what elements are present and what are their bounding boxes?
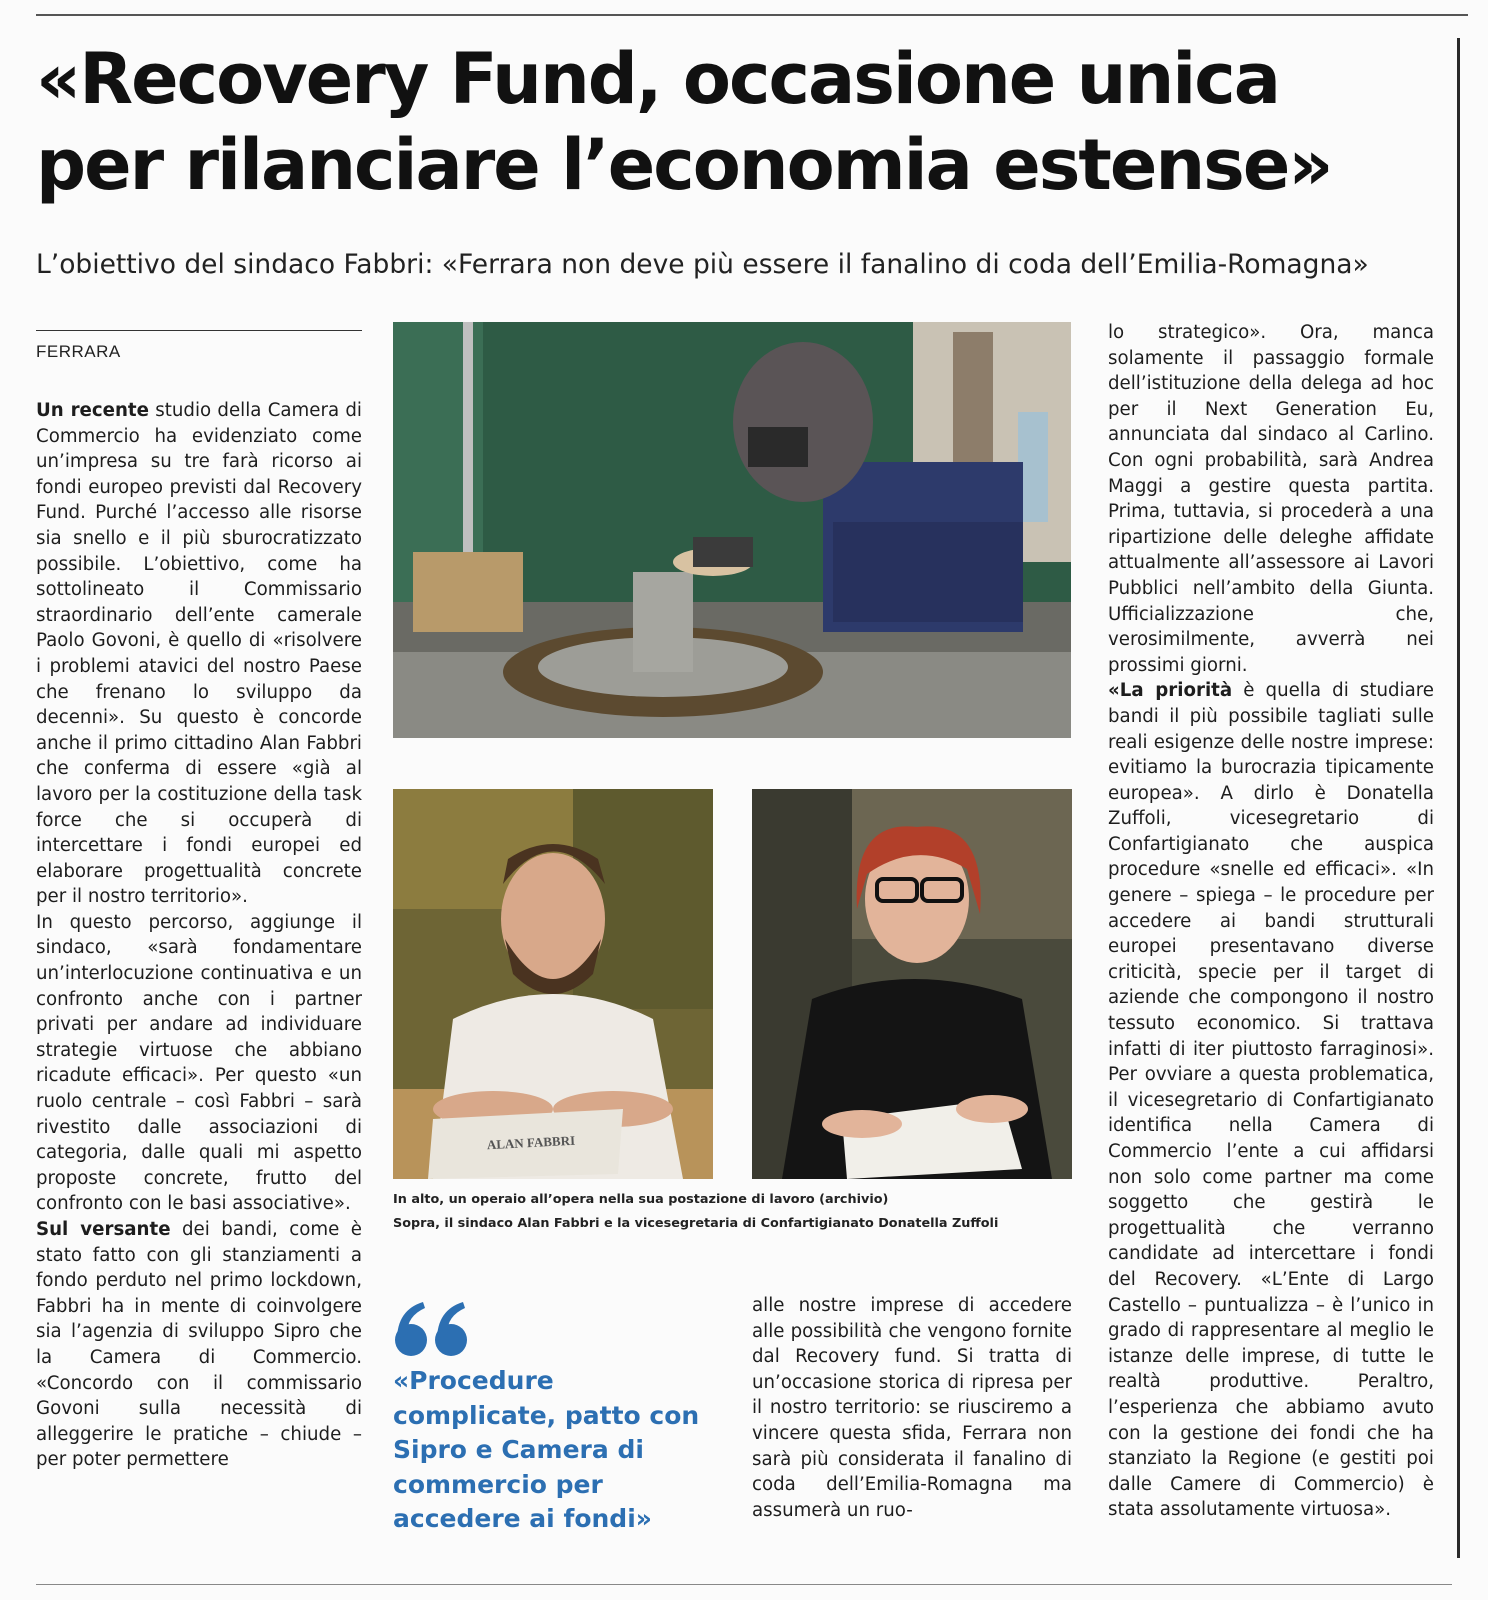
quote-mark-icon [393, 1300, 473, 1360]
paragraph-text: studio della Camera di Commercio ha evidenziato come un’impresa su tre farà ricorso ai fondi europeo previsti dal Recovery Fund. Purché l’accesso alle risorse sia snello e il più sburocratizzato possibile. L’obiettivo, come ha sottolineato il Commissario straordinario dell’ente camerale Paolo Govoni, è quello di «risolvere i problemi atavici del nostro Paese che frenano lo sviluppo da decenni». Su questo è concorde anche il primo cittadino Alan Fabbri che conferma di essere «già al lavoro per la costituzione della task force che si occuperà di intercettare i fondi europei ed elaborare progettualità concrete per il nostro territorio». [36, 400, 362, 908]
caption-line-1: In alto, un operaio all’opera nella sua postazione di lavoro (archivio) [393, 1192, 889, 1207]
paragraph: In questo percorso, aggiunge il sindaco, «sarà fondamentare un’interlocuzione continuativa e un confronto anche con i partner privati per andare ad individuare strategie virtuose che abbiano ricadute efficaci». Per questo «un ruolo centrale – così Fabbri – sarà rivestito dalle associazioni di categoria, dalle quali mi aspetto proposte concrete, frutto del confronto con le basi associative». [36, 911, 362, 1215]
article-column-1 [36, 398, 362, 1473]
dateline: FERRARA [36, 342, 121, 361]
headline [36, 36, 1446, 208]
paragraph [36, 398, 362, 910]
headline-line-2: per rilanciare l’economia estense» [36, 124, 1332, 206]
top-rule [36, 14, 1468, 16]
caption-line-2: Sopra, il sindaco Alan Fabbri e la vicesegretaria di Confartigianato Donatella Zuffoli [393, 1216, 999, 1231]
paragraph: alle nostre imprese di accedere alle possibilità che vengono fornite dal Recovery fund. Si tratta di un’occasione storica di ripresa per il nostro territorio: se riusciremo a vincere questa sfida, Ferrara non sarà più considerata il fanalino di coda dell’Emilia-Romagna ma assumerà un ruo- [752, 1295, 1072, 1521]
paragraph: lo strategico». Ora, manca solamente il passaggio formale dell’istituzione della delega ad hoc per il Next Generation Eu, annunciata dal sindaco al Carlino. Con ogni probabilità, sarà Andrea Maggi a gestire questa partita. Prima, tuttavia, si procederà a una ripartizione delle deleghe affidate attualmente all’assessore ai Lavori Pubblici nell’ambito della Giunta. Ufficializzazione che, verosimilmente, avverrà nei prossimi giorni. [1108, 322, 1434, 676]
photo-donatella-zuffoli [752, 789, 1072, 1179]
article-column-3 [1108, 320, 1434, 1523]
photo-welder [393, 322, 1071, 738]
paragraph [1108, 678, 1434, 1523]
bottom-rule [36, 1584, 1452, 1585]
paragraph-text: è quella di studiare bandi il più possibile tagliati sulle reali esigenze delle nostre imprese: evitiamo la burocrazia tipicamente europea». A dirlo è Donatella Zuffoli, vicesegretario di Confartigianato che auspica procedure «snelle ed efficaci». «In genere – spiega – le procedure per accedere ai bandi strutturali europei presentavano diverse criticità, specie per il target di aziende che compongono il nostro tessuto economico. Si trattava infatti di iter piuttosto farraginosi». Per ovviare a questa problematica, il vicesegretario di Confartigianato identifica nella Camera di Commercio l’ente a cui affidarsi non solo come partner ma come soggetto che gestirà le progettualità che verranno candidate ad intercettare i fondi del Recovery. «L’Ente di Largo Castello – puntualizza – è l’unico in grado di rappresentare al meglio le istanze delle imprese, di tutte le realtà produttive. Peraltro, l’esperienza che abbiamo avuto con la gestione dei fondi che ha stanziato la Regione (e gestiti poi dalle Camere di Commercio) è stata assolutamente virtuosa». [1108, 680, 1434, 1521]
paragraph-lead: Un recente [36, 400, 149, 421]
photo-caption [393, 1188, 1083, 1236]
subheadline: L’obiettivo del sindaco Fabbri: «Ferrara non deve più essere il fanalino di coda dell’Emilia-Romagna» [36, 249, 1369, 280]
pull-quote: «Procedure complicate, patto con Sipro e Camera di commercio per accedere ai fondi» [393, 1366, 700, 1533]
paragraph-lead: «La priorità [1108, 680, 1233, 702]
paragraph-lead: Sul versante [36, 1219, 171, 1240]
dateline-rule [36, 330, 362, 331]
photo-mayor-alan-fabbri [393, 789, 713, 1179]
paragraph [36, 1217, 362, 1473]
nameplate-label: ALAN FABBRI [486, 1132, 576, 1153]
paragraph-text: dei bandi, come è stato fatto con gli stanziamenti a fondo perduto nel primo lockdown, Fabbri ha in mente di coinvolgere sia l’agenzia di sviluppo Sipro che la Camera di Commercio. «Concordo con il commissario Govoni sulla necessità di alleggerire le pratiche – chiude – per poter permettere [36, 1219, 362, 1471]
column-rule-right [1457, 38, 1460, 1558]
article-column-2 [752, 1293, 1072, 1523]
headline-line-1: «Recovery Fund, occasione unica [36, 38, 1280, 120]
